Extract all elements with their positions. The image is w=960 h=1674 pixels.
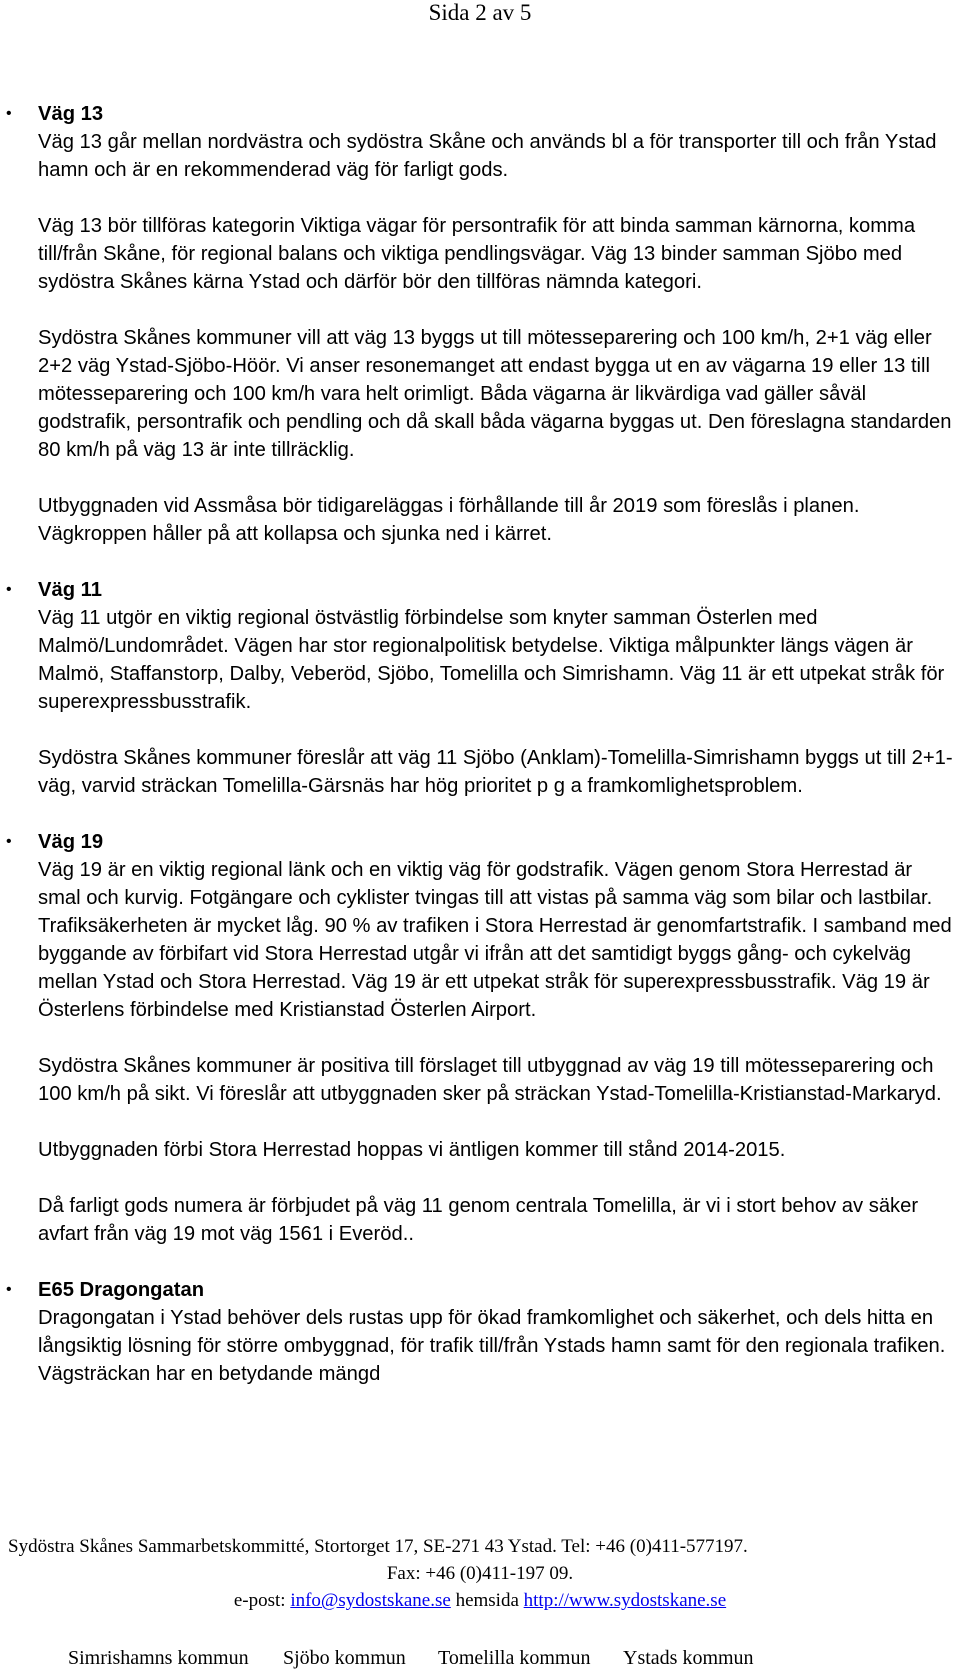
municipality-simrishamn: Simrishamns kommun (68, 1647, 249, 1669)
bullet-icon: • (6, 1281, 12, 1298)
website-link[interactable]: http://www.sydostskane.se (523, 1590, 727, 1611)
footer (0, 1533, 960, 1614)
email-link[interactable]: info@sydostskane.se (290, 1590, 451, 1611)
bullet-icon: • (6, 581, 12, 598)
section-title: Väg 13 (38, 103, 104, 125)
paragraph: Sydöstra Skånes kommuner vill att väg 13 byggs ut till mötesseparering och 100 km/h, 2+1 väg eller 2+2 väg Ystad-Sjöbo-Höör. Vi anser resonemanget att endast bygga ut en av vägarna 19 eller 13 till mötesseparering och 100 km/h vara helt orimligt. Båda vägarna är likvärdiga vad gäller såväl godstrafik, persontrafik och pendling och då skall båda vägarna byggas ut. Den föreslagna standarden 80 km/h på väg 13 är inte tillräcklig. (38, 327, 952, 461)
paragraph: Väg 19 är en viktig regional länk och en viktig väg för godstrafik. Vägen genom Stora Herrestad är smal och kurvig. Fotgängare och cyklister tvingas till att vistas på samma väg som bilar och lastbilar. Trafiksäkerheten är mycket låg. 90 % av trafiken i Stora Herrestad är genomfartstrafik. I samband med byggande av förbifart vid Stora Herrestad utgår vi ifrån att det samtidigt byggs gång- och cykelväg mellan Ystad och Stora Herrestad. Väg 19 är ett utpekat stråk för superexpressbusstrafik. Väg 19 är Österlens förbindelse med Kristianstad Österlen Airport. (38, 859, 952, 1021)
paragraph: Väg 13 bör tillföras kategorin Viktiga vägar för persontrafik för att binda samman kärnorna, komma till/från Skåne, för regional balans och viktiga pendlingsvägar. Väg 13 binder samman Sjöbo med sydöstra Skånes kärna Ystad och därför bör den tillföras nämnda kategori. (38, 215, 916, 293)
paragraph: Utbyggnaden vid Assmåsa bör tidigareläggas i förhållande till år 2019 som föreslås i planen. Vägkroppen håller på att kollapsa och sjunka ned i kärret. (38, 495, 860, 545)
section-vag-13 (0, 100, 960, 548)
paragraph: Utbyggnaden förbi Stora Herrestad hoppas vi äntligen kommer till stånd 2014-2015. (38, 1139, 786, 1161)
municipality-ystad: Ystads kommun (623, 1647, 754, 1669)
footer-fax: Fax: +46 (0)411-197 09. (386, 1563, 574, 1584)
bullet-icon: • (6, 105, 12, 122)
paragraph: Dragongatan i Ystad behöver dels rustas upp för ökad framkomlighet och säkerhet, och dels hitta en långsiktig lösning för större ombyggnad, för trafik till/från Ystads hamn samt för den regionala trafiken. Vägsträckan har en betydande mängd (38, 1307, 946, 1385)
footer-contact (0, 1587, 960, 1614)
web-label: hemsida (455, 1590, 519, 1611)
email-label: e-post: (233, 1590, 286, 1611)
section-title: E65 Dragongatan (38, 1279, 205, 1301)
municipality-sjobo: Sjöbo kommun (283, 1647, 406, 1669)
footer-address: Sydöstra Skånes Sammarbetskommitté, Stortorget 17, SE-271 43 Ystad. Tel: +46 (0)411-577197. (8, 1536, 748, 1557)
paragraph: Sydöstra Skånes kommuner är positiva till förslaget till utbyggnad av väg 19 till mötesseparering och 100 km/h på sikt. Vi föreslår att utbyggnaden sker på sträckan Ystad-Tomelilla-Kristianstad-Markaryd. (38, 1055, 942, 1105)
paragraph: Sydöstra Skånes kommuner föreslår att väg 11 Sjöbo (Anklam)-Tomelilla-Simrishamn byggs ut till 2+1-väg, varvid sträckan Tomelilla-Gärsnäs har hög prioritet p g a framkomlighetsproblem. (38, 747, 953, 797)
section-e65-dragongatan (0, 1276, 960, 1388)
document-body (0, 100, 960, 1388)
paragraph: Väg 11 utgör en viktig regional östvästlig förbindelse som knyter samman Österlen med Malmö/Lundområdet. Vägen har stor regionalpolitisk betydelse. Viktiga målpunkter längs vägen är Malmö, Staffanstorp, Dalby, Veberöd, Sjöbo, Tomelilla och Simrishamn. Väg 11 är ett utpekat stråk för superexpressbusstrafik. (38, 607, 945, 713)
paragraph: Då farligt gods numera är förbjudet på väg 11 genom centrala Tomelilla, är vi i stort behov av säker avfart från väg 19 mot väg 1561 i Everöd.. (38, 1195, 919, 1245)
page-number: Sida 2 av 5 (428, 0, 532, 25)
section-vag-19 (0, 828, 960, 1248)
section-title: Väg 19 (38, 831, 104, 853)
section-vag-11 (0, 576, 960, 800)
bullet-icon: • (6, 833, 12, 850)
section-title: Väg 11 (38, 579, 102, 601)
paragraph: Väg 13 går mellan nordvästra och sydöstra Skåne och används bl a för transporter till och från Ystad hamn och är en rekommenderad väg för farligt gods. (38, 131, 937, 181)
municipality-tomelilla: Tomelilla kommun (438, 1647, 591, 1669)
